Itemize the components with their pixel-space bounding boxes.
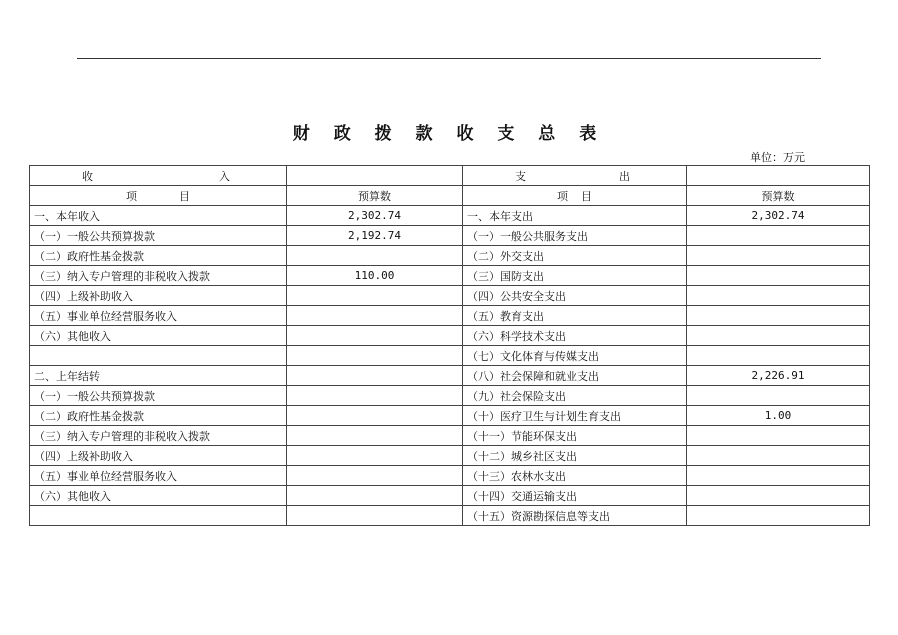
right-budget-header: 预算数 bbox=[687, 186, 870, 206]
income-item-cell: （六）其他收入 bbox=[30, 326, 287, 346]
expense-item-cell: （十一）节能环保支出 bbox=[463, 426, 687, 446]
income-item-cell: （六）其他收入 bbox=[30, 486, 287, 506]
income-item-cell: （一）一般公共预算拨款 bbox=[30, 386, 287, 406]
income-header-blank bbox=[287, 166, 463, 186]
table-row bbox=[30, 506, 870, 526]
expense-item-cell: （六）科学技术支出 bbox=[463, 326, 687, 346]
table-row bbox=[30, 406, 870, 426]
income-value-cell bbox=[287, 286, 463, 306]
expense-item-cell: （十三）农林水支出 bbox=[463, 466, 687, 486]
income-item-cell bbox=[30, 506, 287, 526]
table-row bbox=[30, 366, 870, 386]
table-row bbox=[30, 446, 870, 466]
expense-item-cell: （十）医疗卫生与计划生育支出 bbox=[463, 406, 687, 426]
expense-item-cell: （八）社会保障和就业支出 bbox=[463, 366, 687, 386]
income-value-cell bbox=[287, 466, 463, 486]
income-value-cell: 110.00 bbox=[287, 266, 463, 286]
expense-value-cell bbox=[687, 326, 870, 346]
table-row bbox=[30, 486, 870, 506]
table-row bbox=[30, 286, 870, 306]
expense-value-cell bbox=[687, 426, 870, 446]
page-title: 财 政 拨 款 收 支 总 表 bbox=[292, 124, 606, 144]
expense-item-cell: （一）一般公共服务支出 bbox=[463, 226, 687, 246]
income-value-cell bbox=[287, 406, 463, 426]
expense-item-cell: （十五）资源勘探信息等支出 bbox=[463, 506, 687, 526]
table-row bbox=[30, 266, 870, 286]
expense-value-cell bbox=[687, 246, 870, 266]
expense-value-cell: 2,226.91 bbox=[687, 366, 870, 386]
expense-value-cell bbox=[687, 486, 870, 506]
income-item-cell: （二）政府性基金拨款 bbox=[30, 406, 287, 426]
income-item-cell: （五）事业单位经营服务收入 bbox=[30, 466, 287, 486]
expense-value-cell: 1.00 bbox=[687, 406, 870, 426]
table-row bbox=[30, 226, 870, 246]
expense-value-cell bbox=[687, 386, 870, 406]
expense-value-cell bbox=[687, 506, 870, 526]
expense-item-cell: （三）国防支出 bbox=[463, 266, 687, 286]
income-item-cell: （四）上级补助收入 bbox=[30, 446, 287, 466]
right-item-header: 项 目 bbox=[463, 186, 687, 206]
expense-value-cell bbox=[687, 446, 870, 466]
income-value-cell bbox=[287, 506, 463, 526]
table-row bbox=[30, 306, 870, 326]
income-value-cell bbox=[287, 346, 463, 366]
left-item-header: 项 目 bbox=[30, 186, 287, 206]
income-item-cell: （三）纳入专户管理的非税收入拨款 bbox=[30, 266, 287, 286]
expense-header: 支 出 bbox=[463, 166, 687, 186]
income-value-cell bbox=[287, 486, 463, 506]
expense-item-cell: （十二）城乡社区支出 bbox=[463, 446, 687, 466]
expense-value-cell bbox=[687, 466, 870, 486]
header-row-1 bbox=[30, 166, 870, 186]
income-value-cell bbox=[287, 446, 463, 466]
table-row bbox=[30, 326, 870, 346]
expense-value-cell bbox=[687, 346, 870, 366]
income-item-cell: （二）政府性基金拨款 bbox=[30, 246, 287, 266]
income-item-cell: （一）一般公共预算拨款 bbox=[30, 226, 287, 246]
table-row bbox=[30, 246, 870, 266]
expense-item-cell: （十四）交通运输支出 bbox=[463, 486, 687, 506]
expense-item-cell: （四）公共安全支出 bbox=[463, 286, 687, 306]
unit-label: 单位：万元 bbox=[750, 151, 805, 164]
income-item-cell bbox=[30, 346, 287, 366]
income-value-cell bbox=[287, 386, 463, 406]
income-value-cell bbox=[287, 326, 463, 346]
expense-item-cell: （二）外交支出 bbox=[463, 246, 687, 266]
income-value-cell: 2,302.74 bbox=[287, 206, 463, 226]
expense-value-cell bbox=[687, 306, 870, 326]
expense-item-cell: （九）社会保险支出 bbox=[463, 386, 687, 406]
income-value-cell bbox=[287, 246, 463, 266]
table-row bbox=[30, 346, 870, 366]
table-row bbox=[30, 206, 870, 226]
expense-value-cell bbox=[687, 226, 870, 246]
budget-table bbox=[29, 165, 870, 526]
income-item-cell: （三）纳入专户管理的非税收入拨款 bbox=[30, 426, 287, 446]
income-value-cell bbox=[287, 306, 463, 326]
expense-item-cell: 一、本年支出 bbox=[463, 206, 687, 226]
table-row bbox=[30, 466, 870, 486]
expense-value-cell: 2,302.74 bbox=[687, 206, 870, 226]
left-budget-header: 预算数 bbox=[287, 186, 463, 206]
income-item-cell: 一、本年收入 bbox=[30, 206, 287, 226]
expense-value-cell bbox=[687, 266, 870, 286]
expense-item-cell: （五）教育支出 bbox=[463, 306, 687, 326]
income-value-cell: 2,192.74 bbox=[287, 226, 463, 246]
top-rule bbox=[77, 58, 821, 59]
income-item-cell: （四）上级补助收入 bbox=[30, 286, 287, 306]
header-row-2 bbox=[30, 186, 870, 206]
income-item-cell: （五）事业单位经营服务收入 bbox=[30, 306, 287, 326]
income-item-cell: 二、上年结转 bbox=[30, 366, 287, 386]
expense-header-blank bbox=[687, 166, 870, 186]
income-value-cell bbox=[287, 366, 463, 386]
expense-item-cell: （七）文化体育与传媒支出 bbox=[463, 346, 687, 366]
income-header: 收 入 bbox=[30, 166, 287, 186]
table-row bbox=[30, 386, 870, 406]
table-row bbox=[30, 426, 870, 446]
income-value-cell bbox=[287, 426, 463, 446]
expense-value-cell bbox=[687, 286, 870, 306]
